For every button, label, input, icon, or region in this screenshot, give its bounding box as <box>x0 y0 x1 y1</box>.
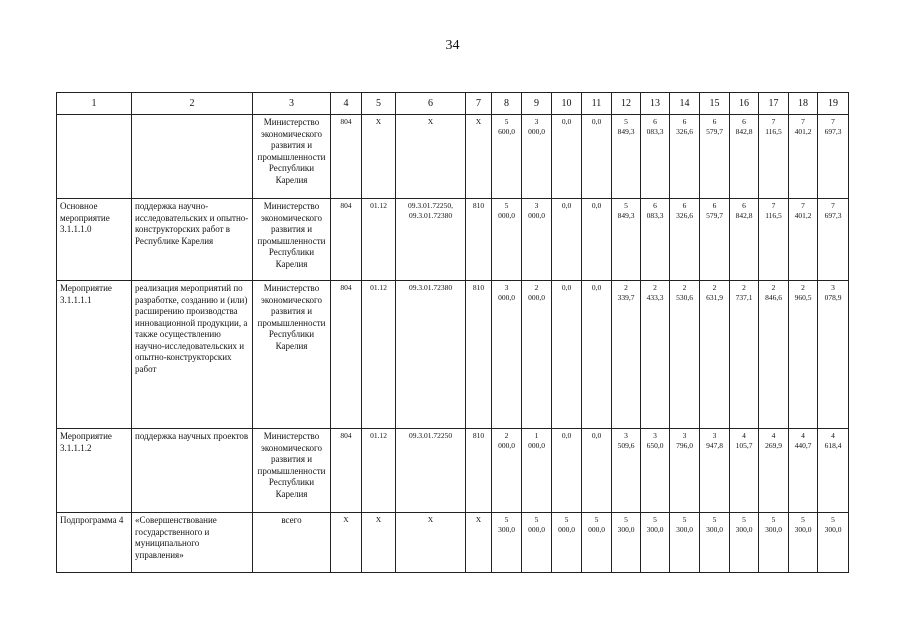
header-cell: 10 <box>552 93 582 115</box>
row-value-cell: 6 579,7 <box>700 115 730 199</box>
row-code-cell: 810 <box>466 281 492 429</box>
header-cell: 4 <box>331 93 362 115</box>
row-value-cell: 3 000,0 <box>492 281 522 429</box>
row-value-cell: 2 433,3 <box>641 281 670 429</box>
header-cell: 1 <box>57 93 132 115</box>
row-value-cell: 5 300,0 <box>730 513 759 573</box>
row-responsible-cell: Министерство экономического развития и промышленности Республики Карелия <box>253 115 331 199</box>
row-code-cell: 09.3.01.72250, 09.3.01.72380 <box>396 199 466 281</box>
row-code-cell: 810 <box>466 199 492 281</box>
row-value-cell: 4 105,7 <box>730 429 759 513</box>
row-value-cell: 2 737,1 <box>730 281 759 429</box>
row-value-cell: 7 401,2 <box>789 199 818 281</box>
header-cell: 18 <box>789 93 818 115</box>
row-value-cell: 5 300,0 <box>670 513 700 573</box>
row-name-cell: Мероприятие 3.1.1.1.1 <box>57 281 132 429</box>
row-code-cell: Х <box>466 115 492 199</box>
table-row <box>57 429 849 513</box>
row-code-cell: 804 <box>331 429 362 513</box>
row-name-cell: Подпрограмма 4 <box>57 513 132 573</box>
row-code-cell: 01.12 <box>362 199 396 281</box>
row-value-cell: 2 631,9 <box>700 281 730 429</box>
row-description-cell: поддержка научных проектов <box>132 429 253 513</box>
row-value-cell: 3 000,0 <box>522 199 552 281</box>
row-value-cell: 2 339,7 <box>612 281 641 429</box>
header-cell: 2 <box>132 93 253 115</box>
header-cell: 11 <box>582 93 612 115</box>
header-cell: 6 <box>396 93 466 115</box>
row-value-cell: 2 960,5 <box>789 281 818 429</box>
row-value-cell: 5 300,0 <box>612 513 641 573</box>
row-value-cell: 0,0 <box>582 115 612 199</box>
row-value-cell: 5 600,0 <box>492 115 522 199</box>
row-code-cell: 09.3.01.72380 <box>396 281 466 429</box>
row-value-cell: 5 300,0 <box>700 513 730 573</box>
row-value-cell: 0,0 <box>552 199 582 281</box>
row-code-cell: 804 <box>331 281 362 429</box>
row-value-cell: 3 796,0 <box>670 429 700 513</box>
header-cell: 13 <box>641 93 670 115</box>
row-value-cell: 3 000,0 <box>522 115 552 199</box>
header-cell: 12 <box>612 93 641 115</box>
row-value-cell: 3 509,6 <box>612 429 641 513</box>
header-cell: 5 <box>362 93 396 115</box>
header-cell: 17 <box>759 93 789 115</box>
row-code-cell: 810 <box>466 429 492 513</box>
header-cell: 7 <box>466 93 492 115</box>
row-value-cell: 2 000,0 <box>522 281 552 429</box>
row-description-cell: поддержка научно-исследовательских и опытно-конструкторских работ в Республике Карелия <box>132 199 253 281</box>
row-value-cell: 1 000,0 <box>522 429 552 513</box>
row-value-cell: 7 116,5 <box>759 199 789 281</box>
page-number: 34 <box>445 38 460 53</box>
row-value-cell: 7 116,5 <box>759 115 789 199</box>
row-value-cell: 5 849,3 <box>612 115 641 199</box>
row-value-cell: 5 000,0 <box>552 513 582 573</box>
row-code-cell: Х <box>396 513 466 573</box>
row-value-cell: 3 947,8 <box>700 429 730 513</box>
row-value-cell: 7 697,3 <box>818 115 849 199</box>
header-cell: 16 <box>730 93 759 115</box>
header-row <box>57 93 849 115</box>
row-code-cell: 01.12 <box>362 429 396 513</box>
row-responsible-cell: Министерство экономического развития и промышленности Республики Карелия <box>253 429 331 513</box>
header-cell: 8 <box>492 93 522 115</box>
row-value-cell: 6 326,6 <box>670 115 700 199</box>
row-code-cell: 804 <box>331 199 362 281</box>
header-cell: 15 <box>700 93 730 115</box>
row-name-cell: Основное мероприятие 3.1.1.1.0 <box>57 199 132 281</box>
row-value-cell: 6 842,8 <box>730 115 759 199</box>
row-value-cell: 6 579,7 <box>700 199 730 281</box>
row-value-cell: 2 530,6 <box>670 281 700 429</box>
row-responsible-cell: всего <box>253 513 331 573</box>
row-value-cell: 2 000,0 <box>492 429 522 513</box>
row-value-cell: 0,0 <box>552 281 582 429</box>
row-value-cell: 5 000,0 <box>522 513 552 573</box>
row-value-cell: 6 326,6 <box>670 199 700 281</box>
header-cell: 9 <box>522 93 552 115</box>
row-value-cell: 5 000,0 <box>492 199 522 281</box>
row-code-cell: 01.12 <box>362 281 396 429</box>
row-value-cell: 5 000,0 <box>582 513 612 573</box>
row-name-cell: Мероприятие 3.1.1.1.2 <box>57 429 132 513</box>
row-responsible-cell: Министерство экономического развития и промышленности Республики Карелия <box>253 199 331 281</box>
row-value-cell: 3 650,0 <box>641 429 670 513</box>
row-value-cell: 3 078,9 <box>818 281 849 429</box>
row-code-cell: Х <box>396 115 466 199</box>
row-value-cell: 2 846,6 <box>759 281 789 429</box>
table-row <box>57 115 849 199</box>
row-description-cell <box>132 115 253 199</box>
row-value-cell: 5 300,0 <box>759 513 789 573</box>
row-code-cell: 804 <box>331 115 362 199</box>
row-value-cell: 7 697,3 <box>818 199 849 281</box>
row-value-cell: 0,0 <box>582 199 612 281</box>
budget-table <box>56 92 849 573</box>
row-value-cell: 5 849,3 <box>612 199 641 281</box>
row-value-cell: 6 083,3 <box>641 199 670 281</box>
row-value-cell: 6 842,8 <box>730 199 759 281</box>
row-name-cell <box>57 115 132 199</box>
row-value-cell: 7 401,2 <box>789 115 818 199</box>
header-cell: 19 <box>818 93 849 115</box>
row-code-cell: Х <box>362 513 396 573</box>
row-value-cell: 5 300,0 <box>818 513 849 573</box>
row-value-cell: 4 440,7 <box>789 429 818 513</box>
row-value-cell: 4 269,9 <box>759 429 789 513</box>
row-code-cell: Х <box>466 513 492 573</box>
row-value-cell: 0,0 <box>582 429 612 513</box>
row-value-cell: 6 083,3 <box>641 115 670 199</box>
header-cell: 14 <box>670 93 700 115</box>
row-value-cell: 5 300,0 <box>789 513 818 573</box>
row-description-cell: «Совершенствование государственного и муниципального управления» <box>132 513 253 573</box>
row-value-cell: 0,0 <box>552 429 582 513</box>
row-responsible-cell: Министерство экономического развития и промышленности Республики Карелия <box>253 281 331 429</box>
header-cell: 3 <box>253 93 331 115</box>
row-value-cell: 5 300,0 <box>641 513 670 573</box>
row-value-cell: 4 618,4 <box>818 429 849 513</box>
table-row <box>57 199 849 281</box>
row-value-cell: 5 300,0 <box>492 513 522 573</box>
table-row <box>57 513 849 573</box>
row-value-cell: 0,0 <box>582 281 612 429</box>
row-description-cell: реализация мероприятий по разработке, созданию и (или) расширению производства инновационной продукции, а также осуществлению научно-исследовательских и опытно-конструкторских работ <box>132 281 253 429</box>
row-code-cell: Х <box>331 513 362 573</box>
row-code-cell: 09.3.01.72250 <box>396 429 466 513</box>
row-value-cell: 0,0 <box>552 115 582 199</box>
table-row <box>57 281 849 429</box>
row-code-cell: Х <box>362 115 396 199</box>
